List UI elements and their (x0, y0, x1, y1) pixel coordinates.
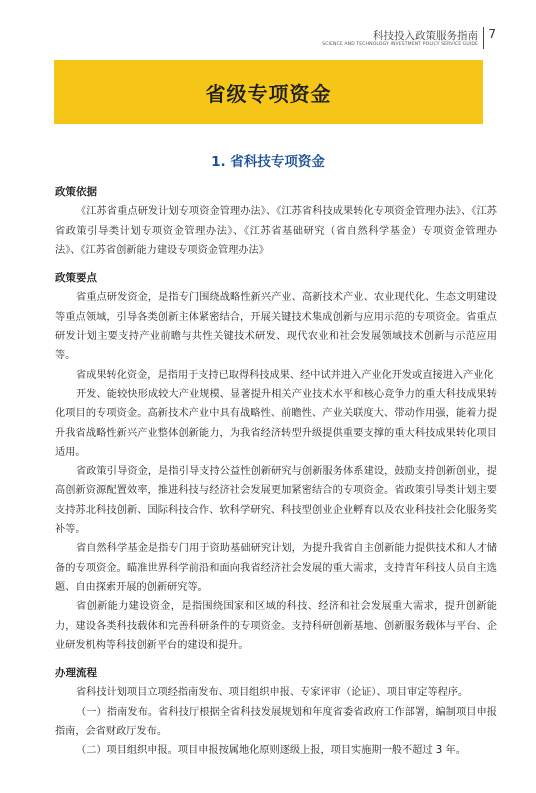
process-paragraph: 省科技计划项目立项经指南发布、项目组织申报、专家评审（论证）、项目审定等程序。 (76, 687, 469, 699)
header-divider (483, 27, 484, 49)
document-body (55, 183, 497, 761)
points-paragraph: 省创新能力建设资金，是指围绕国家和区域的科技、经济和社会发展重大需求，提升创新能力，建设各类科技载体和完善科研条件的专项资金。支持科研创新基地、创新服务载体与平台、企业研发机构等科技创新平台的建设和提升。 (55, 601, 497, 651)
points-heading: 政策要点 (55, 272, 97, 285)
header-subtitle: SCIENCE AND TECHNOLOGY INVESTMENT POLICY SERVICE GUIDE (322, 42, 478, 47)
process-paragraph: （一）指南发布。省科技厅根据全省科技发展规划和年度省委省政府工作部署，编制项目申报指南，会省财政厅发布。 (55, 706, 497, 738)
process-heading: 办理流程 (55, 667, 97, 680)
basis-heading: 政策依据 (55, 186, 97, 198)
points-paragraph: 省重点研发资金，是指专门围绕战略性新兴产业、高新技术产业、农业现代化、生态文明建设等重点领域，引导各类创新主体紧密结合，开展关键技术集成创新与应用示范的专项资金。省重点研发计划主要支持产业前瞻与共性关键技术研发、现代农业和社会发展领域技术创新与示范应用等。 (55, 292, 497, 362)
basis-text: 《江苏省重点研发计划专项资金管理办法》、《江苏省科技成果转化专项资金管理办法》、《江苏省政策引导类计划专项资金管理办法》、《江苏省基础研究（省自然科学基金）专项资金管理办法》、《江苏省创新能力建设专项资金管理办法》 (55, 206, 497, 256)
banner-title: 省级专项资金 (205, 81, 332, 106)
points-paragraph: 开发、能较快形成较大产业规模、显著提升相关产业技术水平和核心竞争力的重大科技成果转化项目的专项资金。高新技术产业中具有战略性、前瞻性、产业关联度大、带动作用强，能着力提升我省战略性新兴产业整体创新能力，为我省经济转型升级提供重要支撑的重大科技成果转化项目适用。 (55, 388, 497, 458)
header-title: 科技投入政策服务指南 (373, 30, 478, 42)
points-paragraph: 省成果转化资金，是指用于支持已取得科技成果、经中试并进入产业化开发或直接进入产业化 (76, 369, 494, 381)
title-banner (54, 60, 483, 124)
section-title: 1. 省科技专项资金 (211, 154, 325, 170)
points-paragraph: 省自然科学基金是指专门用于资助基础研究计划，为提升我省自主创新能力提供技术和人才储备的专项资金。瞄准世界科学前沿和面向我省经济社会发展的重大需求，支持青年科技人员自主选题、自由探索开展的创新研究等。 (55, 543, 497, 593)
points-paragraph: 省政策引导资金，是指引导支持公益性创新研究与创新服务体系建设，鼓励支持创新创业，提高创新资源配置效率，推进科技与经济社会发展更加紧密结合的专项资金。省政策引导类计划主要支持苏北科技创新、国际科技合作、软科学研究、科技型创业企业孵育以及农业科技社会化服务奖补等。 (55, 466, 497, 536)
page-number: 7 (488, 27, 496, 41)
process-paragraph: （二）项目组织申报。项目申报按属地化原则逐级上报，项目实施期一般不超过 3 年。 (76, 745, 466, 757)
